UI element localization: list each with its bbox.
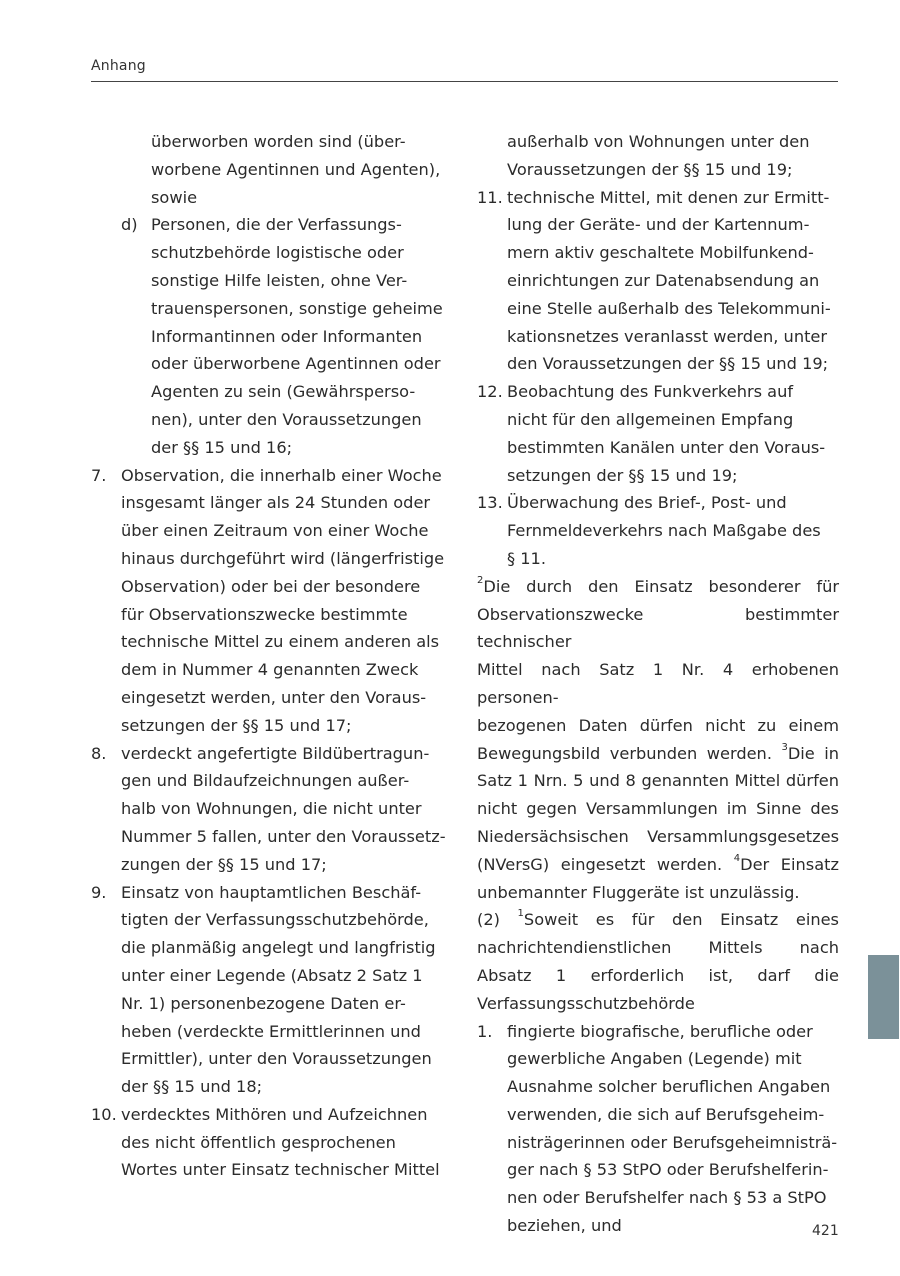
item-10-continuation: außerhalb von Wohnungen unter den Voraussetzungen der §§ 15 und 19; [507, 132, 810, 179]
list-item-1: 1. fingierte biografische, berufliche oder gewerbliche Angaben (Legende) mit Ausnahme solcher beruflichen Angaben verwenden, die sich auf Berufsgeheim- nisträgerinnen oder Berufsgeheimnisträ- ger nach § 53 StPO oder Berufshelferin- nen oder Berufshelfer nach § 53 a StPO beziehen, und [477, 1018, 839, 1240]
list-marker: 13. [477, 493, 503, 513]
paragraph-satz-2-4: $^2$Die durch den Einsatz besonderer für Observationszwecke bestimmter technischer Mittel nach Satz 1 Nr. 4 erhobenen personen- bezogenen Daten dürfen nicht zu einem Bewegungsbild verbunden werden. $^3$Die in Satz 1 Nrn. 5 und 8 genannten Mittel dürfen nicht gegen Versammlungen im Sinne des Niedersächsischen Versammlungsgesetzes (NVersG) eingesetzt werden. $^4$Der Einsatz unbemannter Fluggeräte ist unzulässig. [477, 574, 839, 902]
list-marker: d) [121, 215, 138, 235]
header-rule [91, 81, 838, 82]
list-item-7: 7. Observation, die innerhalb einer Woche insgesamt länger als 24 Stunden oder über einen Zeitraum von einer Woche hinaus durchgeführt wird (längerfristige Observation) oder bei der besondere für Observationszwecke bestimmte technische Mittel zu einem anderen als dem in Nummer 4 genannten Zweck eingesetzt werden, unter den Voraus- setzungen der §§ 15 und 17; [91, 462, 461, 740]
chapter-tab-marker [868, 955, 899, 1039]
left-column [91, 128, 461, 1184]
list-marker: 8. [91, 743, 107, 763]
list-marker: 11. [477, 187, 503, 207]
list-item-10: 10. verdecktes Mithören und Aufzeichnen des nicht öffentlich gesprochenen Wortes unter Einsatz technischer Mittel [91, 1101, 461, 1184]
list-item-13: 13. Überwachung des Brief-, Post- und Fernmeldeverkehrs nach Maßgabe des § 11. [477, 489, 839, 572]
page-number: 421 [812, 1223, 839, 1239]
right-column [477, 128, 839, 1240]
list-item-11: 11. technische Mittel, mit denen zur Ermitt- lung der Geräte- und der Kartennum- mern aktiv geschaltete Mobilfunkend- einrichtungen zur Datenabsendung an eine Stelle außerhalb des Telekommuni- kationsnetzes veranlasst werden, unter den Voraussetzungen der §§ 15 und 19; [477, 184, 839, 379]
list-marker: 12. [477, 382, 503, 402]
list-item-d: d) Personen, die der Verfassungs- schutzbehörde logistische oder sonstige Hilfe leisten, ohne Ver- trauenspersonen, sonstige geheime Informantinnen oder Informanten oder überworbene Agentinnen oder Agenten zu sein (Gewährsperso- nen), unter den Voraussetzungen der §§ 15 und 16; [91, 211, 461, 461]
list-marker: 7. [91, 465, 107, 485]
list-marker: 10. [91, 1104, 117, 1124]
list-item-9: 9. Einsatz von hauptamtlichen Beschäf- tigten der Verfassungsschutzbehörde, die planmäßig angelegt und langfristig unter einer Legende (Absatz 2 Satz 1 Nr. 1) personenbezogene Daten er- heben (verdeckte Ermittlerinnen und Ermittler), unter den Voraussetzungen der §§ 15 und 18; [91, 879, 461, 1101]
item-c-continuation: überworben worden sind (über- worbene Agentinnen und Agenten), sowie [151, 132, 441, 207]
list-item-12: 12. Beobachtung des Funkverkehrs auf nicht für den allgemeinen Empfang bestimmten Kanälen unter den Voraus- setzungen der §§ 15 und 19; [477, 378, 839, 489]
list-item-8: 8. verdeckt angefertigte Bildübertragun- gen und Bildaufzeichnungen außer- halb von Wohnungen, die nicht unter Nummer 5 fallen, unter den Voraussetz- zungen der §§ 15 und 17; [91, 740, 461, 879]
list-marker: 1. [477, 1021, 493, 1041]
list-marker: 9. [91, 882, 107, 902]
running-header-label: Anhang [91, 58, 146, 74]
paragraph-absatz-2: (2) $^1$Soweit es für den Einsatz eines nachrichtendienstlichen Mittels nach Absatz 1 erforderlich ist, darf die Verfassungsschutzbehörde [477, 908, 839, 1013]
